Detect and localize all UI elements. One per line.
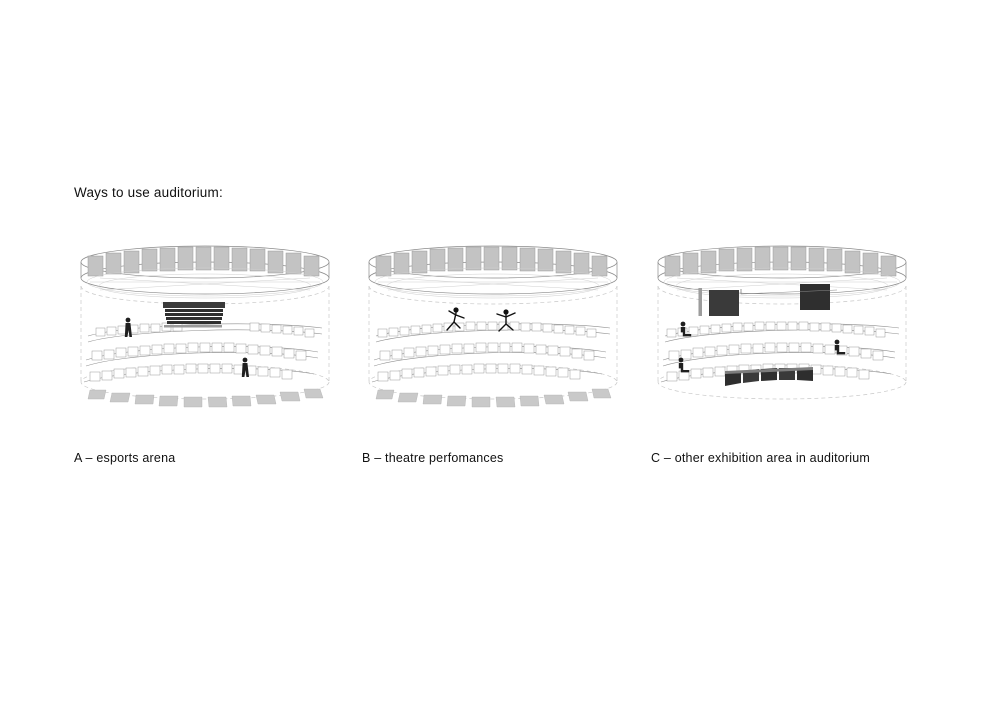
floor-band-a xyxy=(88,389,323,407)
page-title: Ways to use auditorium: xyxy=(74,185,223,200)
auditorium-drawing-b xyxy=(348,232,638,422)
seat-blocks-a xyxy=(90,323,314,381)
panel-a xyxy=(60,232,350,482)
panel-b-caption: B – theatre perfomances xyxy=(362,451,504,465)
hanging-panels-c xyxy=(699,284,837,316)
panel-b xyxy=(348,232,638,482)
floor-band-b xyxy=(376,389,611,407)
seat-blocks-b xyxy=(378,322,596,381)
panel-a-caption: A – esports arena xyxy=(74,451,176,465)
panel-row xyxy=(0,232,1000,482)
auditorium-drawing-a xyxy=(60,232,350,422)
figure-seated-lower-c xyxy=(679,358,690,373)
panel-c xyxy=(637,232,927,482)
esports-stand-a xyxy=(163,302,225,328)
exhibition-plinths-c xyxy=(725,367,813,386)
auditorium-drawing-c xyxy=(637,232,927,422)
panel-c-caption: C – other exhibition area in auditorium xyxy=(651,451,871,465)
